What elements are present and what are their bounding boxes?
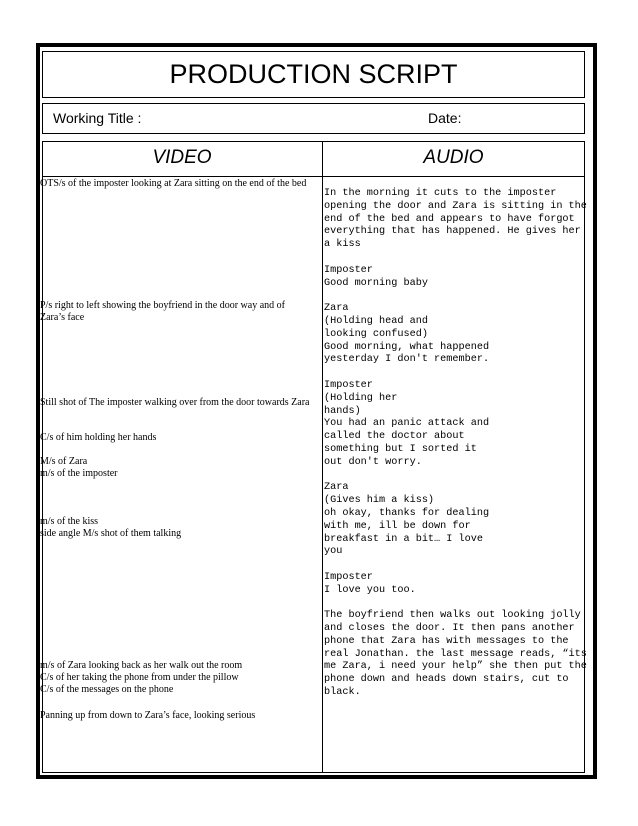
header-divider	[42, 176, 585, 177]
video-shot: Panning up from down to Zara’s face, looking serious	[40, 710, 256, 721]
audio-block: Imposter I love you too.	[324, 571, 416, 596]
video-shot: m/s of the kiss	[40, 516, 99, 527]
audio-block: In the morning it cuts to the imposter opening the door and Zara is sitting in the end of the bed and appears to have forgot everything that has happened. He gives her a kiss	[324, 188, 587, 251]
video-shot: OTS/s of the imposter looking at Zara sitting on the end of the bed	[40, 178, 307, 189]
video-shot: side angle M/s shot of them talking	[40, 528, 182, 539]
video-column-header: VIDEO	[152, 147, 212, 168]
video-shot: Zara’s face	[40, 312, 85, 323]
video-shot: P/s right to left showing the boyfriend in the door way and of	[40, 300, 285, 311]
audio-block: Zara (Gives him a kiss) oh okay, thanks for dealing with me, ill be down for breakfast in a bit… I love you	[324, 482, 490, 558]
video-shot: M/s of Zara	[40, 456, 88, 467]
video-shot: C/s of him holding her hands	[40, 432, 157, 443]
column-divider	[322, 141, 323, 773]
working-title-label: Working Title :	[53, 110, 142, 126]
info-row	[42, 103, 585, 134]
video-shot: C/s of her taking the phone from under the pillow	[40, 672, 239, 683]
audio-block: Zara (Holding head and looking confused) Good morning, what happened yesterday I don't remember.	[324, 303, 490, 366]
video-shot: m/s of Zara looking back as her walk out the room	[40, 660, 243, 671]
video-shot: Still shot of The imposter walking over from the door towards Zara	[40, 397, 310, 408]
video-shot: m/s of the imposter	[40, 468, 118, 479]
audio-column-header: AUDIO	[423, 147, 484, 168]
date-label: Date:	[428, 110, 462, 126]
audio-block: Imposter Good morning baby	[324, 264, 428, 289]
video-shot: C/s of the messages on the phone	[40, 684, 174, 695]
page-title: PRODUCTION SCRIPT	[42, 51, 585, 98]
audio-column	[324, 188, 594, 713]
audio-block: The boyfriend then walks out looking jolly and closes the door. It then pans another phone that Zara has with messages to the real Jonathan. the last message reads, “its me Zara, i need your help” she then put the phone down and heads down stairs, cut to black.	[324, 610, 587, 699]
audio-block: Imposter (Holding her hands) You had an panic attack and called the doctor about something but I sorted it out don't worry.	[324, 379, 490, 468]
